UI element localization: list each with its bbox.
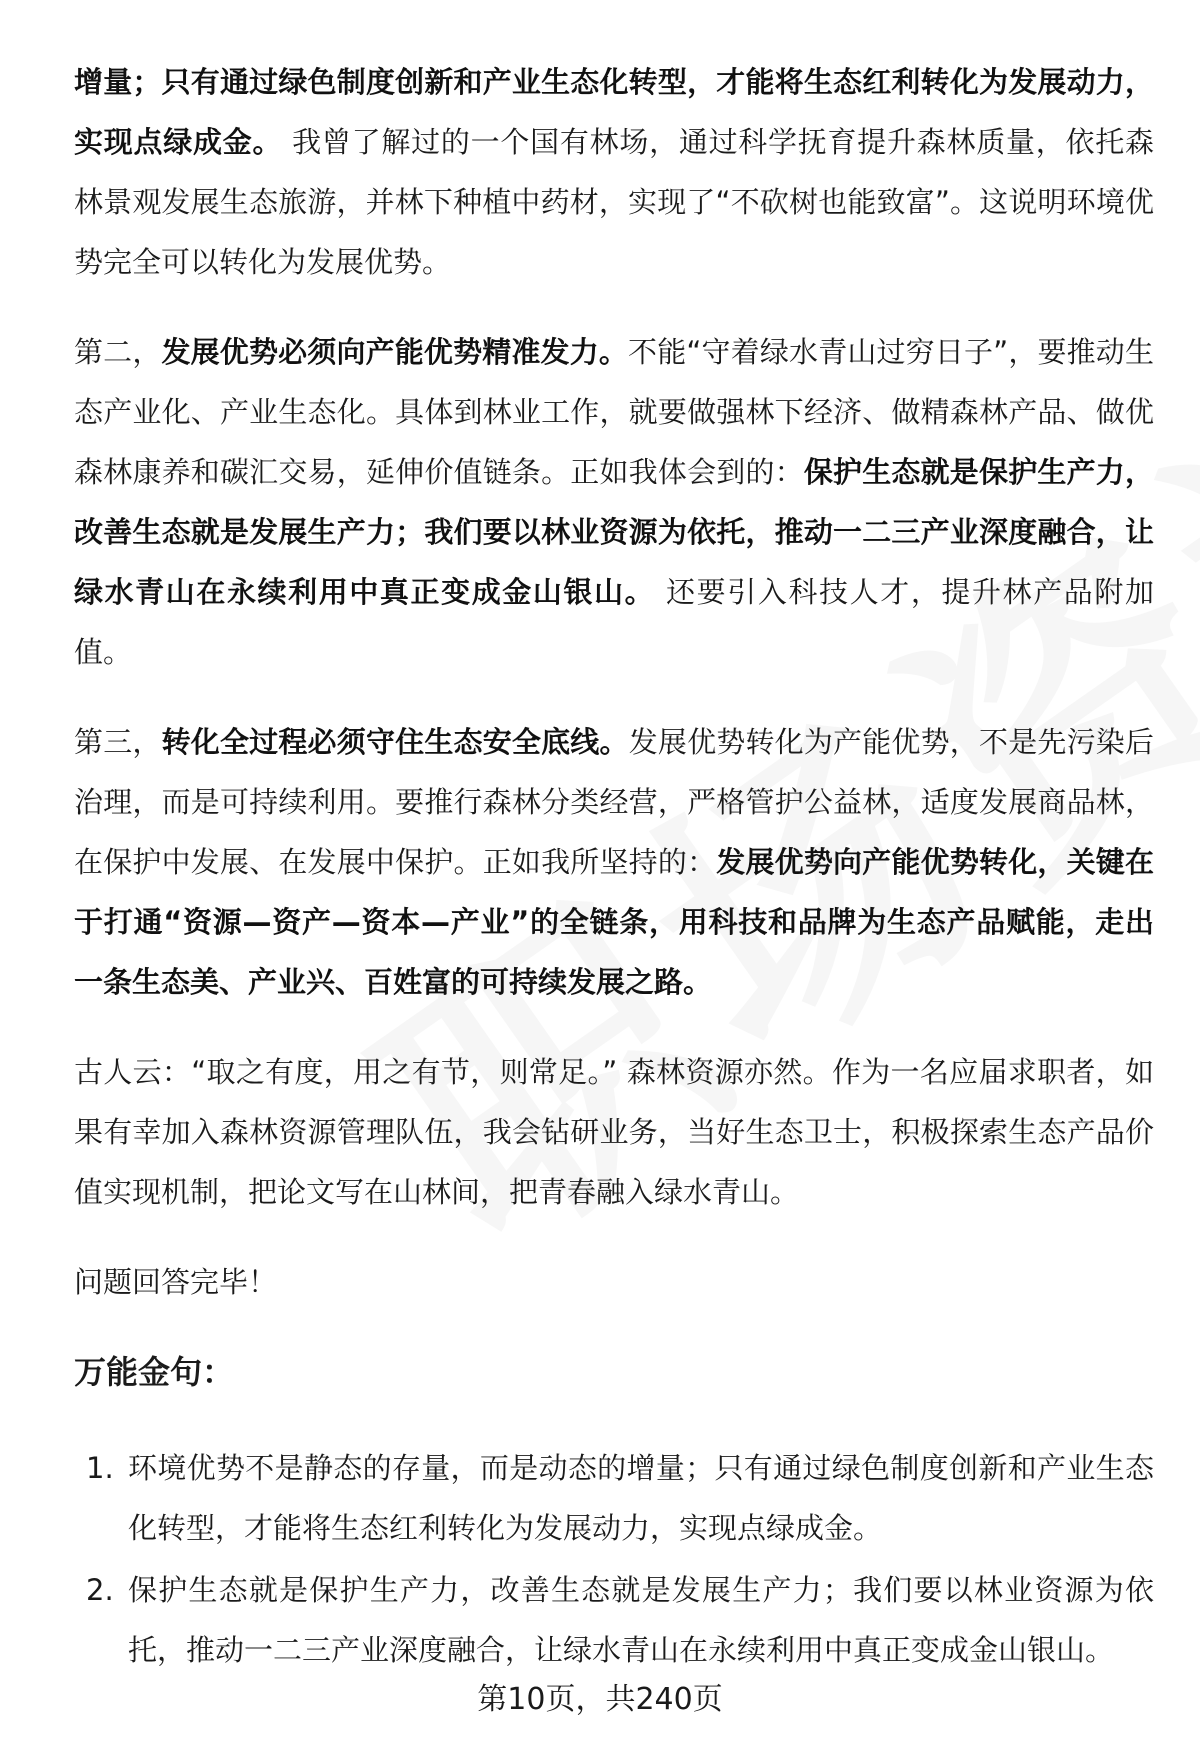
- document-body: [74, 52, 1154, 1682]
- paragraph-2: [74, 322, 1154, 682]
- body-text: 发展优势转化为产能优势，不是先污染后治理，而是可持续利用。要推行森林分类经营，严格管护公益林，适度发展商品林，在保护中发展、在发展中保护。正如我所坚持的：: [74, 725, 1154, 879]
- golden-sentence-list: [74, 1438, 1154, 1680]
- list-item-text: 环境优势不是静态的存量，而是动态的增量；只有通过绿色制度创新和产业生态化转型，才能将生态红利转化为发展动力，实现点绿成金。: [128, 1451, 1154, 1545]
- list-number: 2.: [86, 1573, 114, 1607]
- list-item-text: 保护生态就是保护生产力，改善生态就是发展生产力；我们要以林业资源为依托，推动一二三产业深度融合，让绿水青山在永续利用中真正变成金山银山。: [128, 1573, 1154, 1667]
- bold-text: 增量；只有通过绿色制度创新和产业生态化转型，才能将生态红利转化为发展动力，实现点绿成金。: [74, 65, 1154, 159]
- bold-text: 发展优势向产能优势转化，关键在于打通“资源—资产—资本—产业”的全链条，用科技和品牌为生态产品赋能，走出一条生态美、产业兴、百姓富的可持续发展之路。: [74, 845, 1154, 999]
- list-item: [74, 1560, 1154, 1680]
- body-text: 不能“守着绿水青山过穷日子”，要推动生态产业化、产业生态化。具体到林业工作，就要做强林下经济、做精森林产品、做优森林康养和碳汇交易，延伸价值链条。正如我体会到的：: [74, 335, 1154, 489]
- paragraph-1: [74, 52, 1154, 292]
- page-number-footer: 第10页，共240页: [477, 1682, 723, 1717]
- body-text: 第三，: [74, 725, 162, 759]
- body-text: 第二，: [74, 335, 162, 369]
- body-text: 古人云：“取之有度，用之有节，则常足。” 森林资源亦然。作为一名应届求职者，如果有幸加入森林资源管理队伍，我会钻研业务，当好生态卫士，积极探索生态产品价值实现机制，把论文写在山林间，把青春融入绿水青山。: [74, 1055, 1154, 1209]
- body-text: 我曾了解过的一个国有林场，通过科学抚育提升森林质量，依托森林景观发展生态旅游，并林下种植中药材，实现了“不砍树也能致富”。这说明环境优势完全可以转化为发展优势。: [74, 125, 1154, 279]
- bold-text: 转化全过程必须守住生态安全底线。: [161, 725, 629, 759]
- paragraph-5: [74, 1252, 1154, 1312]
- body-text: 还要引入科技人才，提升林产品附加值。: [74, 575, 1154, 669]
- body-text: 问题回答完毕！: [74, 1265, 278, 1299]
- section-title: 万能金句：: [74, 1353, 235, 1391]
- list-number: 1.: [86, 1451, 114, 1485]
- bold-text: 发展优势必须向产能优势精准发力。: [161, 335, 629, 369]
- bold-text: 保护生态就是保护生产力，改善生态就是发展生产力；我们要以林业资源为依托，推动一二三产业深度融合，让绿水青山在永续利用中真正变成金山银山。: [74, 455, 1154, 609]
- paragraph-3: [74, 712, 1154, 1012]
- list-item: [74, 1438, 1154, 1558]
- paragraph-list: [74, 52, 1154, 1312]
- paragraph-4: [74, 1042, 1154, 1222]
